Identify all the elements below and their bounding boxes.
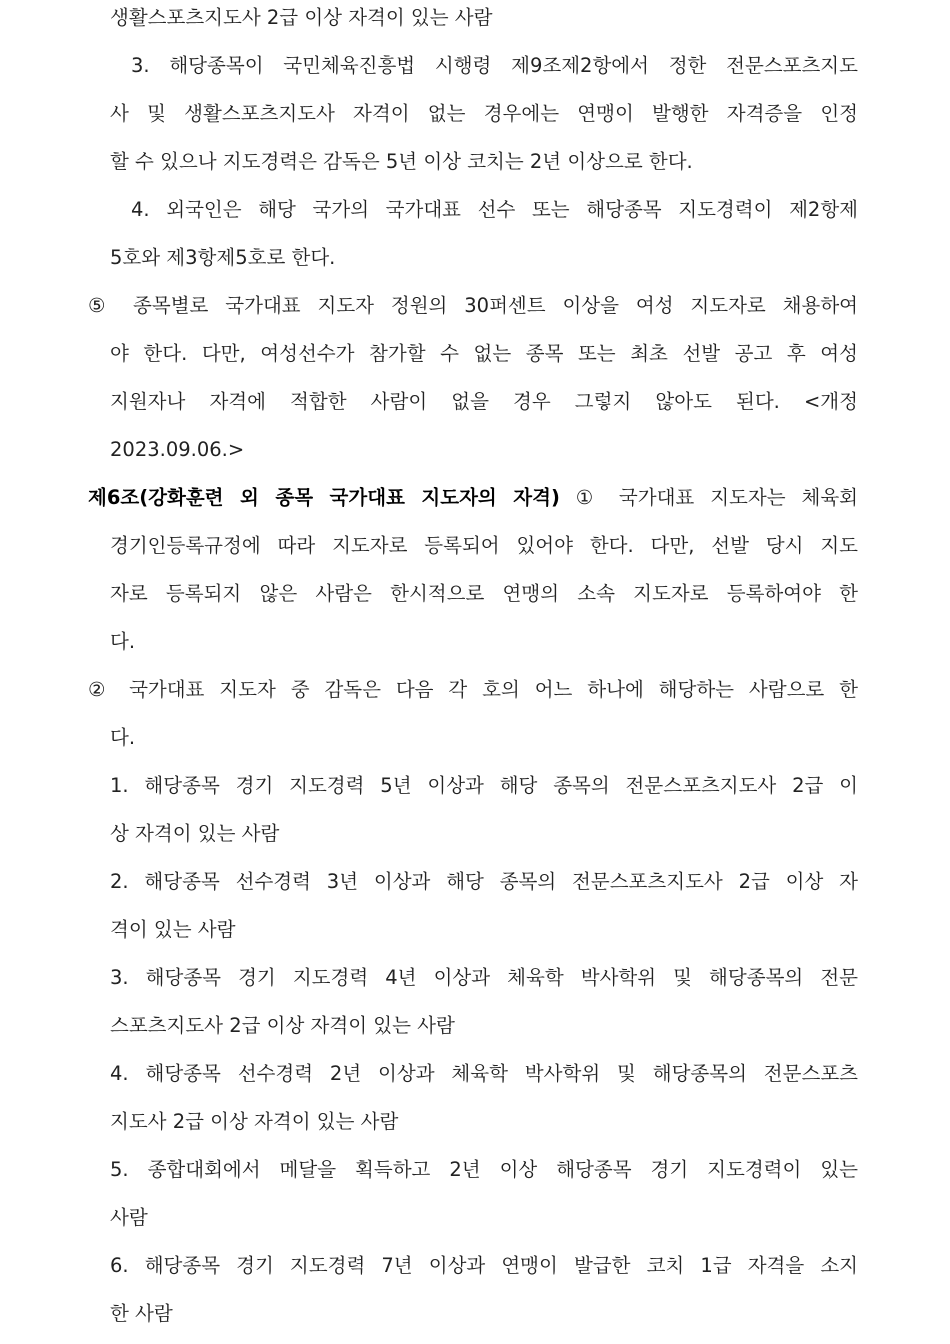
text-line: 지도사 2급 이상 자격이 있는 사람	[110, 1110, 399, 1133]
text-line: 3. 해당종목이 국민체육진흥법 시행령 제9조제2항에서 정한 전문스포츠지도	[131, 54, 858, 77]
text-line: 경기인등록규정에 따라 지도자로 등록되어 있어야 한다. 다만, 선발 당시 지도	[110, 534, 858, 557]
text-line: 사 및 생활스포츠지도사 자격이 없는 경우에는 연맹이 발행한 자격증을 인정	[110, 102, 858, 125]
list-item: 6. 해당종목 경기 지도경력 7년 이상과 연맹이 발급한 코치 1급 자격을 소지	[110, 1254, 858, 1277]
list-item: 1. 해당종목 경기 지도경력 5년 이상과 해당 종목의 전문스포츠지도사 2급 이	[110, 774, 858, 797]
text-line: 지원자나 자격에 적합한 사람이 없을 경우 그렇지 않아도 된다. <개정	[110, 390, 858, 413]
list-item: 2. 해당종목 선수경력 3년 이상과 해당 종목의 전문스포츠지도사 2급 이상 자	[110, 870, 858, 893]
list-item: 5. 종합대회에서 메달을 획득하고 2년 이상 해당종목 경기 지도경력이 있는	[110, 1158, 858, 1181]
text-line: ① 국가대표 지도자는 체육회	[559, 486, 858, 509]
text-line: 한 사람	[110, 1302, 173, 1325]
text-line: 5호와 제3항제5호로 한다.	[110, 246, 336, 269]
article-6-heading: 제6조(강화훈련 외 종목 국가대표 지도자의 자격)	[88, 486, 560, 509]
text-line: 4. 외국인은 해당 국가의 국가대표 선수 또는 해당종목 지도경력이 제2항제	[131, 198, 858, 221]
text-line: ⑤ 종목별로 국가대표 지도자 정원의 30퍼센트 이상을 여성 지도자로 채용하여	[88, 294, 858, 317]
text-line: 스포츠지도사 2급 이상 자격이 있는 사람	[110, 1014, 455, 1037]
list-item: 4. 해당종목 선수경력 2년 이상과 체육학 박사학위 및 해당종목의 전문스포츠	[110, 1062, 858, 1085]
text-line: 상 자격이 있는 사람	[110, 822, 280, 845]
text-line: 사람	[110, 1206, 148, 1229]
text-line: 2023.09.06.>	[110, 438, 245, 461]
list-item: 3. 해당종목 경기 지도경력 4년 이상과 체육학 박사학위 및 해당종목의 전문	[110, 966, 858, 989]
text-line: 다.	[110, 726, 136, 749]
text-line: 격이 있는 사람	[110, 918, 236, 941]
text-line: 자로 등록되지 않은 사람은 한시적으로 연맹의 소속 지도자로 등록하여야 한	[110, 582, 858, 605]
text-line: 생활스포츠지도사 2급 이상 자격이 있는 사람	[110, 6, 493, 29]
text-line: 야 한다. 다만, 여성선수가 참가할 수 없는 종목 또는 최초 선발 공고 후 여성	[110, 342, 858, 365]
text-line: 할 수 있으나 지도경력은 감독은 5년 이상 코치는 2년 이상으로 한다.	[110, 150, 693, 173]
article-6-first-line	[88, 484, 858, 512]
text-line: 다.	[110, 630, 136, 653]
text-line: ② 국가대표 지도자 중 감독은 다음 각 호의 어느 하나에 해당하는 사람으로 한	[88, 678, 858, 701]
